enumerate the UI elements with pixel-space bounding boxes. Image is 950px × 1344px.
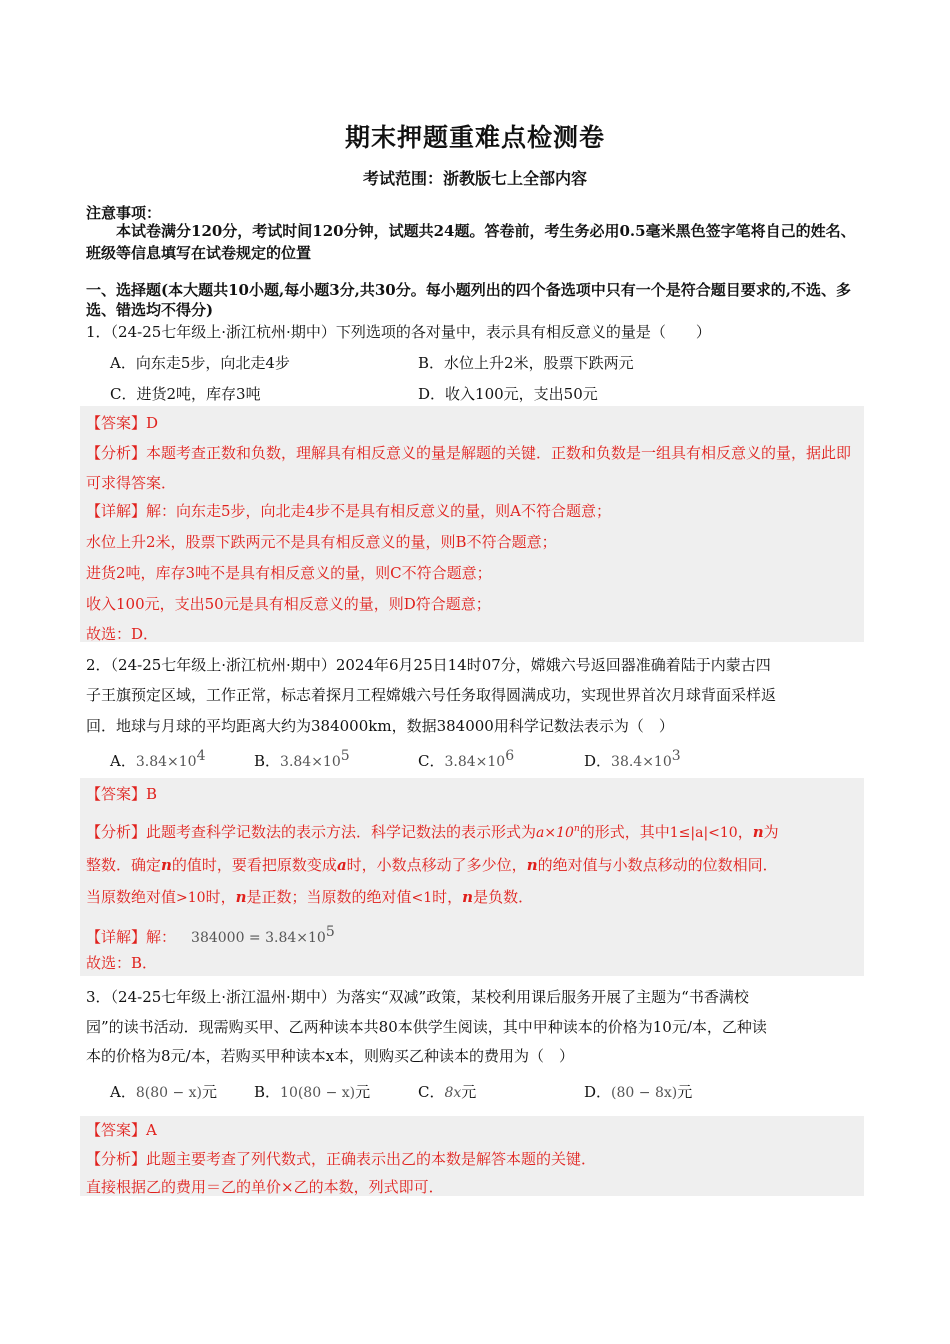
- analysis-text: 的绝对值与小数点移动的位数相同．: [537, 856, 778, 874]
- analysis-text: 是正数；当原数的绝对值: [246, 888, 412, 906]
- option-label: C．: [418, 752, 445, 770]
- q2-stem-line-2: 子王旗预定区域，工作正常，标志着探月工程嫦娥六号任务取得圆满成功，实现世界首次月球背面采样返: [86, 686, 777, 704]
- option-formula: 3.84×10: [135, 754, 197, 770]
- exam-scope: 考试范围：浙教版七上全部内容: [362, 169, 587, 188]
- q1-analysis: [86, 438, 862, 498]
- answer-value: B: [146, 785, 158, 803]
- notice-label: 注意事项：: [86, 204, 162, 222]
- formula: >10: [176, 890, 206, 906]
- q2-analysis-line-2: [86, 850, 862, 880]
- detail-tag: 【详解】: [86, 502, 147, 520]
- q3-option-c: [418, 1081, 476, 1102]
- q3-analysis: [86, 1145, 862, 1173]
- q2-analysis-line-1: [86, 814, 862, 848]
- q2-analysis-line-3: [86, 882, 862, 913]
- analysis-text: 时，小数点移动了多少位，: [346, 856, 527, 874]
- q1-detail-line-2: 水位上升2米，股票下跌两元不是具有相反意义的量，则B不符合题意；: [86, 533, 557, 551]
- q2-conclusion: 故选：B．: [86, 954, 158, 972]
- q3-option-b: [254, 1081, 370, 1102]
- answer-value: D: [146, 414, 159, 432]
- option-formula: 8(80 − x): [135, 1085, 203, 1101]
- option-formula: 8x: [444, 1085, 462, 1101]
- q2-option-d: [584, 748, 681, 771]
- analysis-text: 时，: [432, 888, 463, 906]
- analysis-text: 的形式，其中: [579, 823, 670, 841]
- q1-detail-line-4: 收入100元，支出50元是具有相反意义的量，则D符合题意；: [86, 595, 491, 613]
- analysis-text: ，: [737, 823, 753, 841]
- variable-n: n: [462, 888, 474, 906]
- option-unit: 元: [461, 1083, 477, 1101]
- q2-stem-line-3: 回．地球与月球的平均距离大约为384000km，数据384000用科学记数法表示为（ ）: [86, 717, 674, 735]
- analysis-text: 本题考查正数和负数，理解具有相反意义的量是解题的关键．正数和负数是一组具有相反意义的量，据此即可求得答案．: [86, 444, 852, 492]
- option-formula: 10(80 − x): [280, 1085, 356, 1101]
- answer-tag: 【答案】: [86, 785, 147, 803]
- analysis-tag: 【分析】: [86, 1150, 147, 1168]
- option-label: B．: [254, 1083, 281, 1101]
- option-label: D．: [584, 752, 612, 770]
- formula-exponent: 5: [325, 924, 335, 940]
- detail-text: 解：: [146, 928, 177, 946]
- option-formula: (80 − 8x): [611, 1085, 678, 1101]
- analysis-text: 此题主要考查了列代数式，正确表示出乙的本数是解答本题的关键．: [146, 1150, 597, 1168]
- option-formula: 3.84×10: [280, 754, 341, 770]
- option-label: C．: [418, 1083, 445, 1101]
- option-formula: 3.84×10: [444, 754, 506, 770]
- q1-detail-line-1: [86, 496, 862, 526]
- analysis-text: 的值时，要看把原数变成: [171, 856, 337, 874]
- analysis-text: 是负数．: [473, 888, 534, 906]
- q2-stem-line-1: 2．（24-25七年级上·浙江杭州·期中）2024年6月25日14时07分，嫦娥六号返回器准确着陆于内蒙古四: [86, 656, 771, 674]
- formula: <1: [411, 890, 433, 906]
- option-exponent: 3: [671, 748, 681, 764]
- q3-stem-line-3: 本的价格为8元/本，若购买甲种读本x本，则购买乙种读本的费用为（ ）: [86, 1047, 575, 1065]
- q1-stem: 1．（24-25七年级上·浙江杭州·期中）下列选项的各对量中，表示具有相反意义的量是（ ）: [86, 323, 711, 341]
- q3-analysis-line-2: 直接根据乙的费用＝乙的单价×乙的本数，列式即可．: [86, 1178, 444, 1196]
- variable-n: n: [526, 856, 538, 874]
- q3-stem-line-1: 3．（24-25七年级上·浙江温州·期中）为落实“双减”政策，某校利用课后服务开展了主题为“书香满校: [86, 988, 749, 1006]
- formula: a×10: [536, 825, 574, 841]
- variable-a: a: [336, 856, 347, 874]
- q1-detail-line-3: 进货2吨，库存3吨不是具有相反意义的量，则C不符合题意；: [86, 564, 492, 582]
- option-unit: 元: [202, 1083, 218, 1101]
- option-label: B．: [254, 752, 281, 770]
- analysis-text: 时，: [205, 888, 236, 906]
- option-exponent: 4: [196, 748, 206, 764]
- q1-option-b: B．水位上升2米，股票下跌两元: [418, 354, 634, 372]
- formula-exponent: n: [573, 824, 580, 834]
- detail-tag: 【详解】: [86, 928, 147, 946]
- option-formula: 38.4×10: [611, 754, 672, 770]
- analysis-text: 整数．确定: [86, 856, 162, 874]
- option-unit: 元: [677, 1083, 693, 1101]
- variable-n: n: [752, 823, 764, 841]
- q1-conclusion: 故选：D．: [86, 625, 159, 643]
- option-unit: 元: [355, 1083, 371, 1101]
- option-label: A．: [110, 752, 136, 770]
- q1-answer: [86, 408, 862, 438]
- q1-option-a: A．向东走5步，向北走4步: [110, 354, 290, 372]
- option-label: A．: [110, 1083, 136, 1101]
- analysis-tag: 【分析】: [86, 823, 147, 841]
- analysis-tag: 【分析】: [86, 444, 147, 462]
- q2-option-a: [110, 748, 205, 771]
- q2-option-c: [418, 748, 514, 771]
- q3-answer: [86, 1115, 862, 1145]
- analysis-text: 当原数绝对值: [86, 888, 177, 906]
- answer-value: A: [146, 1121, 157, 1139]
- variable-n: n: [235, 888, 247, 906]
- q3-option-d: [584, 1081, 692, 1102]
- q3-stem-line-2: 园”的读书活动．现需购买甲、乙两种读本共80本供学生阅读，其中甲种读本的价格为10元/本，乙种读: [86, 1018, 767, 1036]
- answer-tag: 【答案】: [86, 414, 147, 432]
- formula: 384000 = 3.84×10: [191, 930, 326, 946]
- option-label: D．: [584, 1083, 612, 1101]
- option-exponent: 6: [505, 748, 515, 764]
- page-title: 期末押题重难点检测卷: [344, 123, 605, 152]
- formula: 1≤|a|<10: [669, 825, 738, 841]
- section-heading: 一、选择题(本大题共10小题,每小题3分,共30分。每小题列出的四个备选项中只有一个是符合题目要求的,不选、多选、错选均不得分): [86, 281, 851, 319]
- q3-option-a: [110, 1081, 217, 1102]
- answer-tag: 【答案】: [86, 1121, 147, 1139]
- q1-option-d: D．收入100元，支出50元: [418, 385, 598, 403]
- detail-text: 解：向东走5步，向北走4步不是具有相反意义的量，则A不符合题意；: [146, 502, 611, 520]
- q2-option-b: [254, 748, 350, 771]
- notice-text: 本试卷满分120分，考试时间120分钟，试题共24题。答卷前，考生务必用0.5毫米黑色签字笔将自己的姓名、班级等信息填写在试卷规定的位置: [86, 222, 856, 262]
- analysis-text: 此题考查科学记数法的表示方法．科学记数法的表示形式为: [146, 823, 537, 841]
- q1-option-c: C．进货2吨，库存3吨: [110, 385, 261, 403]
- option-exponent: 5: [340, 748, 350, 764]
- variable-n: n: [161, 856, 172, 874]
- analysis-text: 为: [763, 823, 779, 841]
- q2-answer: [86, 779, 862, 809]
